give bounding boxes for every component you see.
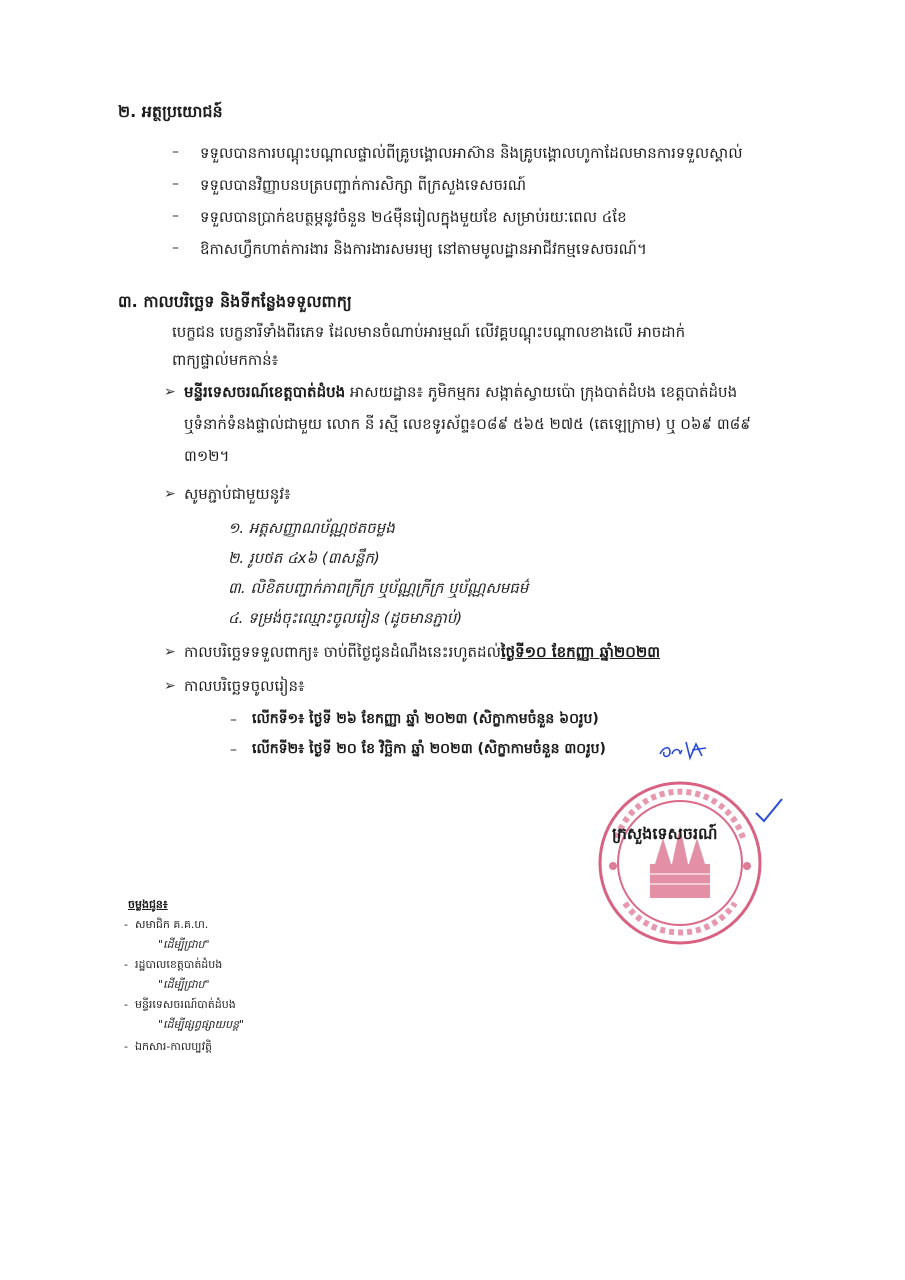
dash-bullet: –: [172, 208, 179, 224]
arrow-bullet-icon: ➢: [164, 384, 176, 400]
class-label: កាលបរិច្ឆេទចូលរៀន៖: [184, 677, 305, 695]
cc-item-note: "ដើម្បីផ្សព្វផ្សាយបន្ត": [158, 1018, 245, 1031]
cc-item-name: រដ្ឋបាលខេត្តបាត់ដំបង: [134, 958, 223, 971]
deadline-date: ថ្ងៃទី១០ ខែកញ្ញា ឆ្នាំ២០២៣: [500, 643, 661, 661]
arrow-bullet-icon: ➢: [164, 678, 176, 694]
intro-line: ពាក្យផ្ទាល់មកកាន់៖: [172, 351, 279, 369]
handwritten-initials: [656, 736, 716, 764]
benefit-item: ឱកាសហ្វឹកហាត់ការងារ និងការងារសមរម្យ នៅតាមមូលដ្ឋានអាជីវកម្មទេសចរណ៍។: [200, 240, 647, 258]
cc-item: - រដ្ឋបាលខេត្តបាត់ដំបង: [124, 958, 223, 971]
section3-heading: ៣. កាលបរិច្ឆេទ និងទីកន្លែងទទួលពាក្យ: [118, 292, 352, 311]
cc-item: - មន្ទីរទេសចរណ៍បាត់ដំបង: [124, 998, 236, 1011]
ministry-name: ក្រសួងទេសចរណ៍: [612, 824, 718, 843]
dash-bullet: –: [230, 742, 237, 758]
class-session: លើកទី១៖ ថ្ងៃទី ២៦ ខែកញ្ញា ឆ្នាំ ២០២៣ (សិក្ខាកាមចំនួន ៦០រូប): [252, 711, 599, 727]
attachment-item: ២. រូបថត ៤x៦ (៣សន្លឹក): [228, 549, 380, 567]
dash-bullet: –: [172, 144, 179, 160]
deadline-line: [184, 642, 660, 662]
contact-line: ៣១២។: [184, 447, 230, 465]
benefit-item: ទទួលបានការបណ្តុះបណ្តាលផ្ទាល់ពីគ្រូបង្គោលអាស៊ាន និងគ្រូបង្គោលហូកាដែលមានការទទួលស្គាល់: [200, 144, 743, 162]
dash-bullet: –: [230, 712, 237, 728]
attach-label: សូមភ្ជាប់ជាមួយនូវ៖: [184, 485, 291, 503]
dash-bullet: –: [172, 240, 179, 256]
arrow-bullet-icon: ➢: [164, 486, 176, 502]
office-address-text: អាសយដ្ឋាន៖ ភូមិកម្មករ សង្កាត់ស្វាយប៉ោ ក្រុងបាត់ដំបង ខេត្តបាត់ដំបង: [345, 383, 738, 401]
check-mark-icon: [752, 795, 786, 827]
cc-item-note: "ដើម្បីជ្រាប": [158, 978, 210, 991]
office-address: [184, 382, 737, 402]
intro-line: បេក្ខជន បេក្ខនារីទាំងពីរភេទ ដែលមានចំណាប់អារម្មណ៍ លើវគ្គបណ្តុះបណ្តាលខាងលើ អាចដាក់: [172, 323, 686, 341]
cc-item-name: មន្ទីរទេសចរណ៍បាត់ដំបង: [134, 998, 236, 1011]
class-session: លើកទី២៖ ថ្ងៃទី ២០ ខែ វិច្ឆិកា ឆ្នាំ ២០២៣ (សិក្ខាកាមចំនួន ៣០រូប): [252, 741, 606, 757]
cc-item: - សមាជិក គ.គ.ហ.: [124, 918, 209, 931]
benefit-item: ទទួលបានវិញ្ញាបនបត្របញ្ជាក់ការសិក្សា ពីក្រសួងទេសចរណ៍: [200, 176, 527, 194]
cc-item-note: "ដើម្បីជ្រាប": [158, 938, 210, 951]
deadline-prefix: កាលបរិច្ឆេទទទួលពាក្យ៖ ចាប់ពីថ្ងៃជូនដំណឹងនេះរហូតដល់: [184, 643, 501, 661]
office-name: មន្ទីរទេសចរណ៍ខេត្តបាត់ដំបង: [184, 383, 346, 401]
attachment-item: ១. អត្តសញ្ញាណប័ណ្ណថតចម្លង: [228, 519, 395, 537]
cc-item-name: ឯកសារ-កាលប្បវត្តិ: [134, 1040, 213, 1053]
cc-item-name: សមាជិក គ.គ.ហ.: [134, 918, 209, 931]
section2-heading: ២. អត្ថប្រយោជន៍: [118, 102, 223, 121]
attachment-item: ៣. លិខិតបញ្ជាក់ភាពក្រីក្រ ឬប័ណ្ណក្រីក្រ ឬប័ណ្ណសមធម៌: [228, 579, 529, 597]
dash-bullet: –: [172, 176, 179, 192]
cc-heading: ចម្លងជូន៖: [128, 898, 168, 911]
attachment-item: ៤. ទម្រង់ចុះឈ្មោះចូលរៀន (ដូចមានភ្ជាប់): [228, 609, 463, 627]
official-stamp: [595, 778, 765, 948]
cc-item: - ឯកសារ-កាលប្បវត្តិ: [124, 1040, 213, 1053]
contact-line: ឬទំនាក់ទំនងផ្ទាល់ជាមួយ លោក នី រស្មី លេខទូរស័ព្ទ៖០៨៩ ៥៦៥ ២៧៥ (តេឡេក្រាម) ឬ ០៦៩ ៣៨៩: [184, 415, 751, 433]
arrow-bullet-icon: ➢: [164, 644, 176, 660]
benefit-item: ទទួលបានប្រាក់ឧបត្ថម្ភនូវចំនួន ២៤ម៉ឺនរៀលក្នុងមួយខែ សម្រាប់រយៈពេល ៤ខែ: [200, 208, 627, 226]
